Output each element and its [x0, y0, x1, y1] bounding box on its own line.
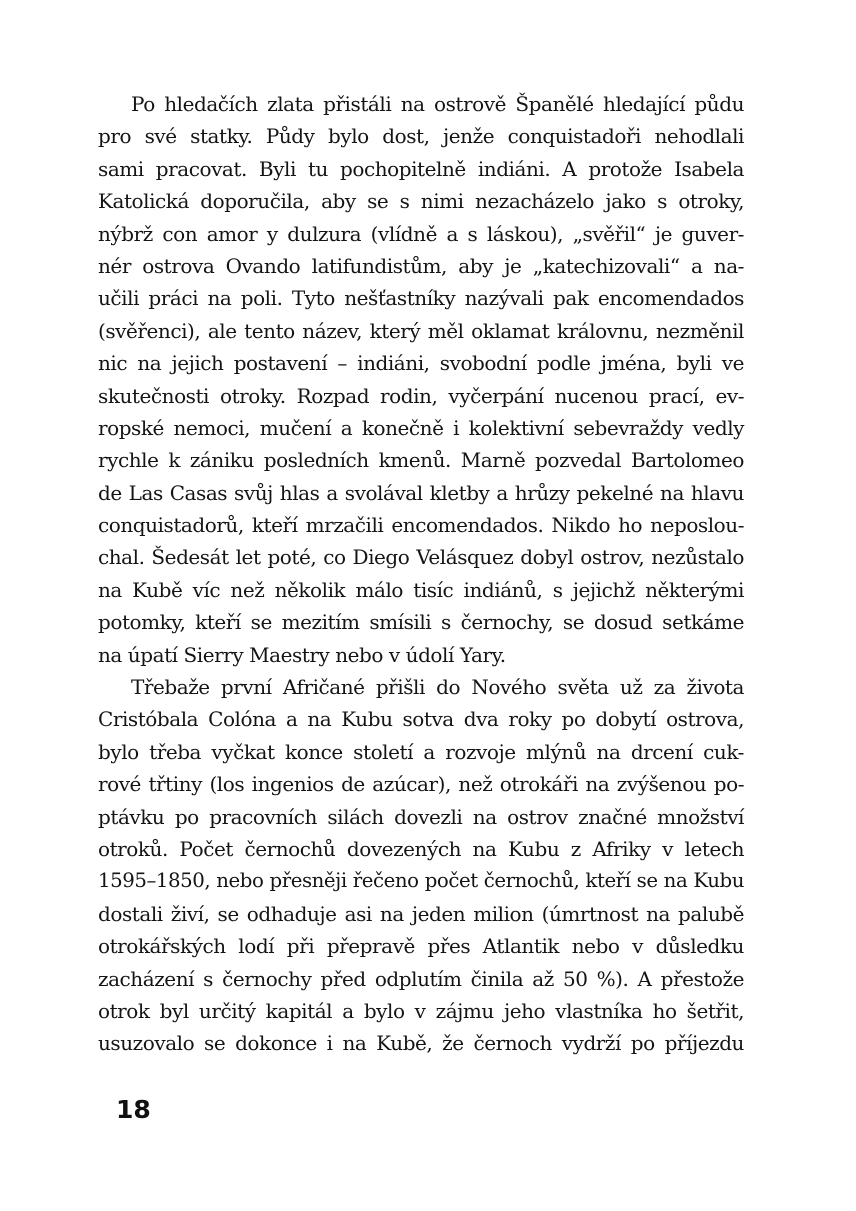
- text-line: otroků. Počet černochů dovezených na Kubu z Afriky v letech: [98, 836, 744, 861]
- text-line: rové třtiny (los ingenios de azúcar), než otrokáři na zvýšenou po-: [98, 772, 744, 797]
- text-line: skutečnosti otroky. Rozpad rodin, vyčerpání nucenou prací, ev-: [98, 383, 744, 408]
- text-line: rychle k zániku posledních kmenů. Marně pozvedal Bartolomeo: [98, 448, 744, 473]
- text-line: Katolická doporučila, aby se s nimi nezacházelo jako s otroky,: [98, 189, 744, 214]
- text-line: Třebaže první Afričané přišli do Nového světa už za života: [131, 675, 744, 700]
- text-line: conquistadorů, kteří mrzačili encomendados. Nikdo ho neposlou-: [98, 513, 744, 538]
- text-line: potomky, kteří se mezitím smísili s černochy, se dosud setkáme: [98, 610, 744, 635]
- text-line: učili práci na poli. Tyto nešťastníky nazývali pak encomendados: [98, 286, 744, 311]
- text-line: (svěřenci), ale tento název, který měl oklamat královnu, nezměnil: [98, 318, 744, 343]
- text-line: 1595–1850, nebo přesněji řečeno počet černochů, kteří se na Kubu: [98, 869, 744, 893]
- text-line: na Kubě víc než několik málo tisíc indiánů, s jejichž některými: [98, 577, 744, 602]
- text-line: otrok byl určitý kapitál a bylo v zájmu jeho vlastníka ho šetřit,: [98, 998, 744, 1023]
- paragraph-2: [98, 671, 744, 1060]
- text-line: chal. Šedesát let poté, co Diego Velásquez dobyl ostrov, nezůstalo: [98, 545, 744, 570]
- paragraph-1: [98, 88, 744, 671]
- text-line: nér ostrova Ovando latifundistům, aby je „katechizovali“ a na-: [98, 253, 744, 278]
- text-line: pro své statky. Půdy bylo dost, jenže conquistadoři nehodlali: [98, 124, 744, 149]
- page-number: 18: [116, 1095, 151, 1124]
- text-line: nýbrž con amor y dulzura (vlídně a s láskou), „svěřil“ je guver-: [98, 221, 744, 246]
- text-line: sami pracovat. Byli tu pochopitelně indiáni. A protože Isabela: [98, 156, 744, 181]
- text-line: zacházení s černochy před odplutím činila až 50 %). A přestože: [98, 966, 744, 991]
- text-line: na úpatí Sierry Maestry nebo v údolí Yary.: [98, 642, 506, 667]
- text-line: de Las Casas svůj hlas a svolával kletby a hrůzy pekelné na hlavu: [98, 480, 744, 505]
- text-line: ptávku po pracovních silách dovezli na ostrov značné množství: [98, 804, 744, 829]
- text-line: otrokářských lodí při přepravě přes Atlantik nebo v důsledku: [98, 934, 744, 959]
- body-text: [98, 88, 744, 1060]
- text-line: bylo třeba vyčkat konce století a rozvoje mlýnů na drcení cuk-: [98, 739, 744, 764]
- text-line: ropské nemoci, mučení a konečně i kolektivní sebevraždy vedly: [98, 415, 744, 440]
- text-line: Cristóbala Colóna a na Kubu sotva dva roky po dobytí ostrova,: [98, 707, 744, 732]
- text-line: dostali živí, se odhaduje asi na jeden milion (úmrtnost na palubě: [98, 901, 744, 926]
- text-line: nic na jejich postavení – indiáni, svobodní podle jména, byli ve: [98, 351, 744, 376]
- text-line: usuzovalo se dokonce i na Kubě, že černoch vydrží po příjezdu: [98, 1031, 744, 1056]
- text-line: Po hledačích zlata přistáli na ostrově Španělé hledající půdu: [131, 92, 744, 116]
